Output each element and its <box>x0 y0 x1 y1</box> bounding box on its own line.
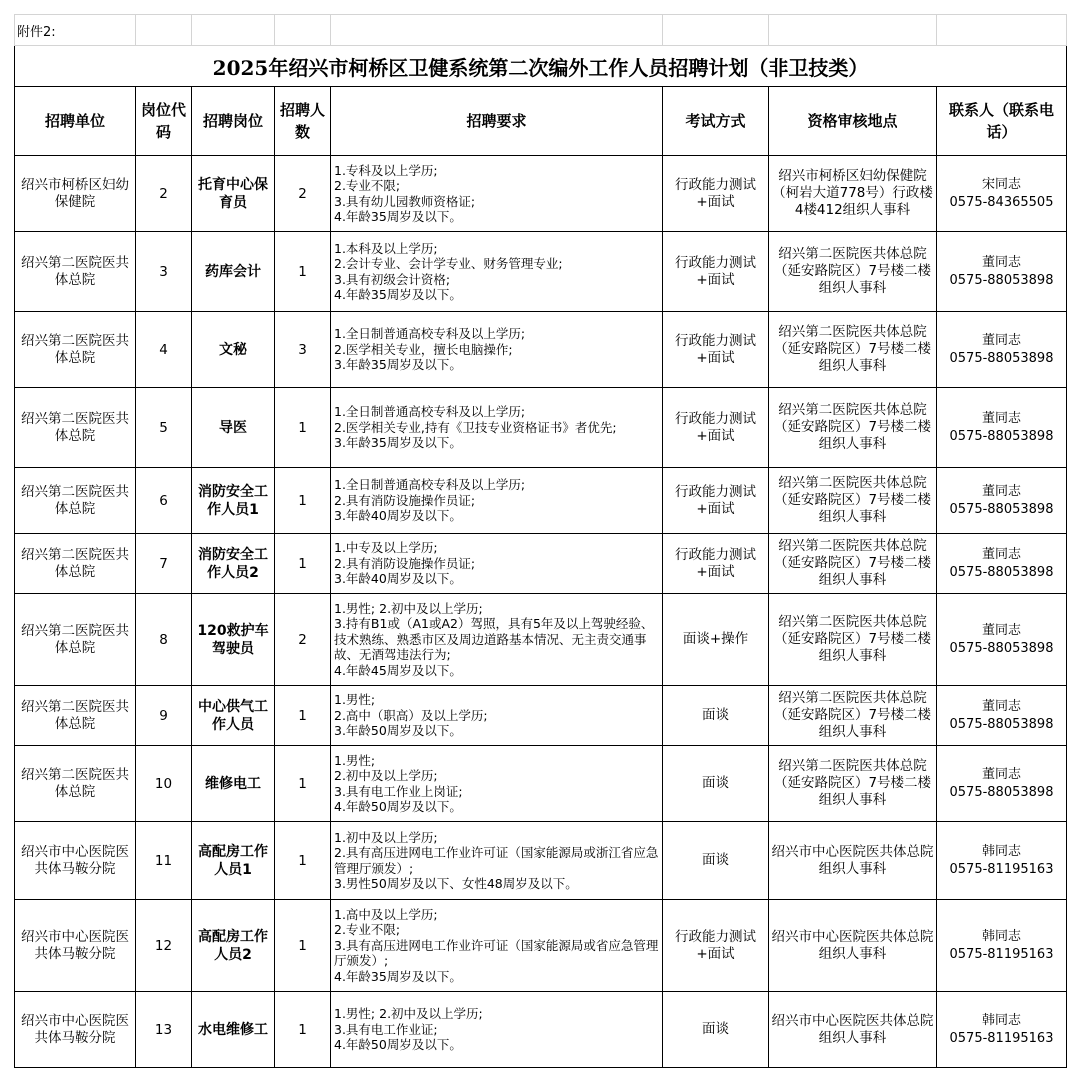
requirement-line: 3.具有电工作业上岗证; <box>334 783 463 799</box>
requirement-line: 4.年龄35周岁及以下。 <box>334 287 462 302</box>
requirement-line: 2.专业不限; <box>334 922 401 938</box>
header-row <box>15 87 1067 156</box>
exam-cell: 行政能力测试+面试 <box>663 534 769 594</box>
contact-cell <box>937 594 1067 686</box>
contact-phone: 0575-81195163 <box>949 946 1054 962</box>
contact-name: 董同志 <box>981 332 1021 348</box>
requirement-line: 3.年龄35周岁及以下。 <box>334 435 462 451</box>
unit-cell: 绍兴第二医院医共体总院 <box>15 468 136 534</box>
code-cell: 10 <box>136 746 192 822</box>
header-review-place: 资格审核地点 <box>769 87 937 156</box>
attachment-label: 附件2: <box>15 15 136 46</box>
table-row <box>15 822 1067 900</box>
requirement-line: 2.医学相关专业，擅长电脑操作; <box>334 341 513 357</box>
contact-cell <box>937 686 1067 746</box>
contact-phone: 0575-88053898 <box>949 716 1054 732</box>
count-cell: 2 <box>275 594 331 686</box>
table-row <box>15 156 1067 232</box>
table-row <box>15 992 1067 1068</box>
requirement-line: 4.年龄50周岁及以下。 <box>334 799 462 814</box>
exam-cell: 面谈 <box>663 992 769 1068</box>
table-row <box>15 686 1067 746</box>
requirement-line: 1.初中及以上学历; <box>334 829 438 845</box>
requirement-line: 1.男性; <box>334 692 376 708</box>
count-cell: 1 <box>275 822 331 900</box>
code-cell: 7 <box>136 534 192 594</box>
empty-cell <box>275 15 331 46</box>
position-cell: 药库会计 <box>192 232 275 312</box>
code-cell: 9 <box>136 686 192 746</box>
position-cell: 维修电工 <box>192 746 275 822</box>
empty-cell <box>136 15 192 46</box>
requirement-line: 3.具有电工作业证; <box>334 1021 438 1037</box>
exam-cell: 行政能力测试+面试 <box>663 232 769 312</box>
review-place-cell: 绍兴第二医院医共体总院（延安路院区）7号楼二楼组织人事科 <box>769 468 937 534</box>
recruitment-sheet <box>14 14 1066 1068</box>
position-cell: 高配房工作人员2 <box>192 900 275 992</box>
review-place-cell: 绍兴市中心医院医共体总院组织人事科 <box>769 822 937 900</box>
count-cell: 3 <box>275 312 331 388</box>
unit-cell: 绍兴第二医院医共体总院 <box>15 686 136 746</box>
contact-name: 董同志 <box>981 410 1021 426</box>
count-cell: 2 <box>275 156 331 232</box>
requirement-line: 4.年龄45周岁及以下。 <box>334 662 462 678</box>
unit-cell: 绍兴第二医院医共体总院 <box>15 746 136 822</box>
code-cell: 4 <box>136 312 192 388</box>
review-place-cell: 绍兴市中心医院医共体总院组织人事科 <box>769 900 937 992</box>
unit-cell: 绍兴第二医院医共体总院 <box>15 534 136 594</box>
code-cell: 6 <box>136 468 192 534</box>
unit-cell: 绍兴市中心医院医共体马鞍分院 <box>15 992 136 1068</box>
count-cell: 1 <box>275 468 331 534</box>
unit-cell: 绍兴市柯桥区妇幼保健院 <box>15 156 136 232</box>
unit-cell: 绍兴第二医院医共体总院 <box>15 594 136 686</box>
contact-cell <box>937 900 1067 992</box>
requirements-cell <box>331 534 663 594</box>
requirement-line: 3.年龄35周岁及以下。 <box>334 357 462 373</box>
contact-phone: 0575-88053898 <box>949 350 1054 366</box>
header-count: 招聘人数 <box>275 87 331 156</box>
review-place-cell: 绍兴第二医院医共体总院（延安路院区）7号楼二楼组织人事科 <box>769 232 937 312</box>
title-row <box>15 46 1067 87</box>
contact-name: 韩同志 <box>981 843 1021 859</box>
review-place-cell: 绍兴第二医院医共体总院（延安路院区）7号楼二楼组织人事科 <box>769 312 937 388</box>
contact-cell <box>937 388 1067 468</box>
requirement-line: 1.男性; <box>334 752 376 768</box>
requirement-line: 3.具有初级会计资格; <box>334 271 451 287</box>
requirements-cell <box>331 156 663 232</box>
contact-cell <box>937 992 1067 1068</box>
header-requirements: 招聘要求 <box>331 87 663 156</box>
exam-cell: 行政能力测试+面试 <box>663 312 769 388</box>
table-row <box>15 312 1067 388</box>
header-contact: 联系人（联系电话） <box>937 87 1067 156</box>
contact-name: 董同志 <box>981 622 1021 638</box>
contact-name: 韩同志 <box>981 928 1021 944</box>
contact-cell <box>937 822 1067 900</box>
empty-cell <box>192 15 275 46</box>
requirements-cell <box>331 992 663 1068</box>
table-row <box>15 900 1067 992</box>
review-place-cell: 绍兴市柯桥区妇幼保健院（柯岩大道778号）行政楼4楼412组织人事科 <box>769 156 937 232</box>
requirement-line: 1.男性; 2.初中及以上学历; <box>334 1006 483 1022</box>
requirements-cell <box>331 232 663 312</box>
contact-cell <box>937 534 1067 594</box>
review-place-cell: 绍兴第二医院医共体总院（延安路院区）7号楼二楼组织人事科 <box>769 388 937 468</box>
exam-cell: 行政能力测试+面试 <box>663 900 769 992</box>
requirement-line: 1.全日制普通高校专科及以上学历; <box>334 477 526 493</box>
code-cell: 3 <box>136 232 192 312</box>
contact-phone: 0575-81195163 <box>949 1030 1054 1046</box>
code-cell: 5 <box>136 388 192 468</box>
requirement-line: 2.高中（职高）及以上学历; <box>334 707 488 723</box>
contact-name: 董同志 <box>981 546 1021 562</box>
code-cell: 11 <box>136 822 192 900</box>
empty-cell <box>769 15 937 46</box>
requirement-line: 2.会计专业、会计学专业、财务管理专业; <box>334 256 563 271</box>
contact-phone: 0575-84365505 <box>949 194 1054 210</box>
requirement-line: 2.具有消防设施操作员证; <box>334 555 476 571</box>
review-place-cell: 绍兴第二医院医共体总院（延安路院区）7号楼二楼组织人事科 <box>769 594 937 686</box>
requirement-line: 4.年龄35周岁及以下。 <box>334 209 462 224</box>
requirements-cell <box>331 388 663 468</box>
position-cell: 中心供气工作人员 <box>192 686 275 746</box>
contact-name: 董同志 <box>981 698 1021 714</box>
contact-cell <box>937 468 1067 534</box>
contact-name: 董同志 <box>981 483 1021 499</box>
table-row <box>15 388 1067 468</box>
requirement-line: 3.年龄40周岁及以下。 <box>334 571 462 587</box>
requirement-line: 2.具有消防设施操作员证; <box>334 492 476 508</box>
exam-cell: 面谈 <box>663 686 769 746</box>
exam-cell: 面谈 <box>663 822 769 900</box>
contact-phone: 0575-88053898 <box>949 272 1054 288</box>
exam-cell: 行政能力测试+面试 <box>663 156 769 232</box>
exam-cell: 面谈 <box>663 746 769 822</box>
contact-name: 韩同志 <box>981 1012 1021 1028</box>
count-cell: 1 <box>275 900 331 992</box>
contact-phone: 0575-88053898 <box>949 640 1054 656</box>
count-cell: 1 <box>275 746 331 822</box>
contact-phone: 0575-88053898 <box>949 501 1054 517</box>
table-row <box>15 534 1067 594</box>
position-cell: 120救护车驾驶员 <box>192 594 275 686</box>
review-place-cell: 绍兴市中心医院医共体总院组织人事科 <box>769 992 937 1068</box>
exam-cell: 行政能力测试+面试 <box>663 468 769 534</box>
requirement-line: 1.中专及以上学历; <box>334 540 438 556</box>
count-cell: 1 <box>275 534 331 594</box>
unit-cell: 绍兴第二医院医共体总院 <box>15 232 136 312</box>
requirement-line: 1.高中及以上学历; <box>334 906 438 922</box>
code-cell: 8 <box>136 594 192 686</box>
position-cell: 高配房工作人员1 <box>192 822 275 900</box>
review-place-cell: 绍兴第二医院医共体总院（延安路院区）7号楼二楼组织人事科 <box>769 686 937 746</box>
position-cell: 水电维修工 <box>192 992 275 1068</box>
contact-name: 董同志 <box>981 254 1021 270</box>
requirement-line: 1.专科及以上学历; <box>334 162 438 178</box>
requirement-line: 3.年龄40周岁及以下。 <box>334 508 462 524</box>
count-cell: 1 <box>275 686 331 746</box>
table-row <box>15 468 1067 534</box>
requirement-line: 3.年龄50周岁及以下。 <box>334 723 462 739</box>
contact-phone: 0575-88053898 <box>949 428 1054 444</box>
page-title: 2025年绍兴市柯桥区卫健系统第二次编外工作人员招聘计划（非卫技类） <box>15 46 1067 87</box>
requirement-line: 1.全日制普通高校专科及以上学历; <box>334 326 526 342</box>
code-cell: 2 <box>136 156 192 232</box>
count-cell: 1 <box>275 992 331 1068</box>
requirements-cell <box>331 312 663 388</box>
requirement-line: 2.具有高压进网电工作业许可证（国家能源局或浙江省应急管理厅颁发）; <box>334 845 659 876</box>
recruitment-table <box>14 14 1067 1068</box>
position-cell: 导医 <box>192 388 275 468</box>
contact-phone: 0575-88053898 <box>949 784 1054 800</box>
requirement-line: 2.专业不限; <box>334 178 401 193</box>
contact-phone: 0575-88053898 <box>949 564 1054 580</box>
empty-cell <box>937 15 1067 46</box>
position-cell: 消防安全工作人员2 <box>192 534 275 594</box>
requirements-cell <box>331 822 663 900</box>
position-cell: 消防安全工作人员1 <box>192 468 275 534</box>
contact-phone: 0575-81195163 <box>949 861 1054 877</box>
count-cell: 1 <box>275 388 331 468</box>
contact-cell <box>937 746 1067 822</box>
header-exam: 考试方式 <box>663 87 769 156</box>
requirement-line: 3.具有幼儿园教师资格证; <box>334 193 476 209</box>
requirement-line: 2.医学相关专业,持有《卫技专业资格证书》者优先; <box>334 419 617 435</box>
exam-cell: 行政能力测试+面试 <box>663 388 769 468</box>
requirement-line: 4.年龄50周岁及以下。 <box>334 1037 462 1053</box>
attachment-row <box>15 15 1067 46</box>
contact-name: 宋同志 <box>981 176 1021 192</box>
requirements-cell <box>331 746 663 822</box>
header-position: 招聘岗位 <box>192 87 275 156</box>
requirement-line: 2.初中及以上学历; <box>334 768 438 783</box>
code-cell: 13 <box>136 992 192 1068</box>
requirement-line: 1.全日制普通高校专科及以上学历; <box>334 404 526 420</box>
position-cell: 托育中心保育员 <box>192 156 275 232</box>
count-cell: 1 <box>275 232 331 312</box>
position-cell: 文秘 <box>192 312 275 388</box>
header-code: 岗位代码 <box>136 87 192 156</box>
requirements-cell <box>331 900 663 992</box>
exam-cell: 面谈+操作 <box>663 594 769 686</box>
review-place-cell: 绍兴第二医院医共体总院（延安路院区）7号楼二楼组织人事科 <box>769 746 937 822</box>
contact-cell <box>937 156 1067 232</box>
unit-cell: 绍兴市中心医院医共体马鞍分院 <box>15 822 136 900</box>
empty-cell <box>663 15 769 46</box>
unit-cell: 绍兴第二医院医共体总院 <box>15 312 136 388</box>
requirement-line: 3.持有B1或（A1或A2）驾照，具有5年及以上驾驶经验、技术熟练、熟悉市区及周边道路基本情况、无主责交通事故、无酒驾违法行为; <box>334 616 654 663</box>
requirements-cell <box>331 686 663 746</box>
unit-cell: 绍兴第二医院医共体总院 <box>15 388 136 468</box>
table-row <box>15 594 1067 686</box>
table-row <box>15 746 1067 822</box>
contact-cell <box>937 232 1067 312</box>
contact-cell <box>937 312 1067 388</box>
unit-cell: 绍兴市中心医院医共体马鞍分院 <box>15 900 136 992</box>
header-unit: 招聘单位 <box>15 87 136 156</box>
contact-name: 董同志 <box>981 766 1021 782</box>
table-row <box>15 232 1067 312</box>
requirements-cell <box>331 594 663 686</box>
requirement-line: 1.男性; 2.初中及以上学历; <box>334 600 483 616</box>
requirement-line: 3.具有高压进网电工作业许可证（国家能源局或省应急管理厅颁发）; <box>334 937 659 969</box>
review-place-cell: 绍兴第二医院医共体总院（延安路院区）7号楼二楼组织人事科 <box>769 534 937 594</box>
empty-cell <box>331 15 663 46</box>
requirement-line: 1.本科及以上学历; <box>334 240 438 256</box>
requirement-line: 3.男性50周岁及以下、女性48周岁及以下。 <box>334 876 578 891</box>
requirement-line: 4.年龄35周岁及以下。 <box>334 968 462 984</box>
requirements-cell <box>331 468 663 534</box>
code-cell: 12 <box>136 900 192 992</box>
